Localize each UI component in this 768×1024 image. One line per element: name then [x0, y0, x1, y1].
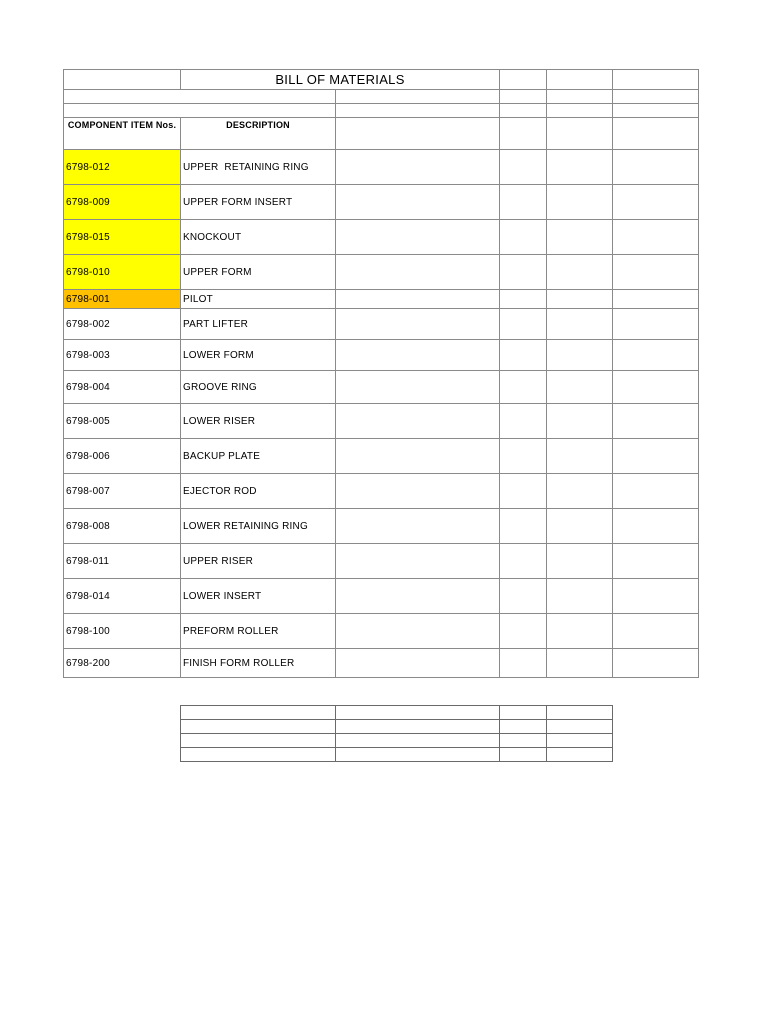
table-row [64, 509, 699, 544]
blank-cell[interactable] [336, 544, 500, 579]
blank-cell[interactable] [547, 104, 613, 118]
blank-cell[interactable] [547, 220, 613, 255]
blank-cell[interactable] [336, 509, 500, 544]
blank-cell[interactable] [500, 290, 547, 309]
description-cell[interactable]: UPPER RETAINING RING [181, 150, 336, 185]
description-cell[interactable]: LOWER RISER [181, 404, 336, 439]
title-row [64, 70, 699, 90]
description-cell[interactable]: KNOCKOUT [181, 220, 336, 255]
component-item-cell[interactable]: 6798-004 [64, 371, 181, 404]
blank-cell[interactable] [613, 474, 699, 509]
blank-cell[interactable] [500, 255, 547, 290]
header-row [64, 118, 699, 150]
component-header: COMPONENT ITEM Nos. [64, 118, 181, 150]
secondary-row [181, 720, 613, 734]
blank-cell[interactable] [547, 371, 613, 404]
blank-cell[interactable] [613, 614, 699, 649]
blank-cell[interactable] [547, 118, 613, 150]
table-row [64, 290, 699, 309]
blank-cell[interactable] [613, 150, 699, 185]
blank-cell[interactable] [336, 255, 500, 290]
table-row [64, 439, 699, 474]
blank-cell[interactable] [500, 220, 547, 255]
table-row [64, 185, 699, 220]
table-row [64, 255, 699, 290]
blank-cell[interactable] [613, 90, 699, 104]
component-item-cell[interactable]: 6798-002 [64, 309, 181, 340]
component-item-cell[interactable]: 6798-001 [64, 290, 181, 309]
blank-cell[interactable] [547, 706, 613, 720]
blank-cell[interactable] [547, 579, 613, 614]
blank-cell[interactable] [547, 185, 613, 220]
blank-cell[interactable] [500, 185, 547, 220]
blank-cell[interactable] [64, 104, 336, 118]
blank-cell[interactable] [181, 720, 336, 734]
table-row [64, 614, 699, 649]
component-item-cell[interactable]: 6798-009 [64, 185, 181, 220]
blank-cell[interactable] [500, 579, 547, 614]
description-cell[interactable]: LOWER INSERT [181, 579, 336, 614]
blank-cell[interactable] [336, 474, 500, 509]
blank-cell[interactable] [181, 734, 336, 748]
secondary-row [181, 734, 613, 748]
table-row [64, 220, 699, 255]
blank-cell[interactable] [500, 371, 547, 404]
blank-cell[interactable] [64, 90, 336, 104]
blank-cell[interactable] [547, 544, 613, 579]
blank-cell[interactable] [336, 748, 500, 762]
blank-cell[interactable] [613, 290, 699, 309]
description-cell[interactable]: EJECTOR ROD [181, 474, 336, 509]
blank-cell[interactable] [500, 309, 547, 340]
blank-cell[interactable] [547, 404, 613, 439]
blank-cell[interactable] [547, 90, 613, 104]
blank-cell[interactable] [336, 290, 500, 309]
table-row [64, 649, 699, 678]
blank-cell[interactable] [336, 309, 500, 340]
blank-cell[interactable] [613, 70, 699, 90]
table-row [64, 404, 699, 439]
blank-cell[interactable] [500, 70, 547, 90]
secondary-row [181, 748, 613, 762]
description-cell[interactable]: GROOVE RING [181, 371, 336, 404]
blank-cell[interactable] [613, 340, 699, 371]
description-cell[interactable]: PART LIFTER [181, 309, 336, 340]
blank-cell[interactable] [613, 371, 699, 404]
table-row [64, 150, 699, 185]
blank-cell[interactable] [500, 544, 547, 579]
blank-cell[interactable] [547, 309, 613, 340]
blank-cell[interactable] [336, 118, 500, 150]
component-item-cell[interactable]: 6798-011 [64, 544, 181, 579]
bom-sheet [63, 69, 698, 678]
blank-cell[interactable] [547, 255, 613, 290]
blank-cell[interactable] [500, 90, 547, 104]
blank-cell[interactable] [500, 118, 547, 150]
description-cell[interactable]: PREFORM ROLLER [181, 614, 336, 649]
blank-cell[interactable] [613, 509, 699, 544]
blank-cell[interactable] [613, 544, 699, 579]
secondary-table [180, 705, 613, 762]
description-cell[interactable]: UPPER FORM INSERT [181, 185, 336, 220]
component-item-cell[interactable]: 6798-010 [64, 255, 181, 290]
secondary-row [181, 706, 613, 720]
description-cell[interactable]: LOWER FORM [181, 340, 336, 371]
description-header: DESCRIPTION [181, 118, 336, 150]
blank-cell[interactable] [500, 340, 547, 371]
description-cell[interactable]: BACKUP PLATE [181, 439, 336, 474]
blank-cell[interactable] [336, 649, 500, 678]
blank-cell[interactable] [613, 255, 699, 290]
blank-cell[interactable] [547, 474, 613, 509]
blank-cell[interactable] [500, 748, 547, 762]
component-item-cell[interactable]: 6798-003 [64, 340, 181, 371]
blank-cell[interactable] [500, 734, 547, 748]
bom-table [63, 69, 699, 678]
blank-cell[interactable] [336, 340, 500, 371]
blank-cell[interactable] [64, 70, 181, 90]
blank-cell[interactable] [547, 748, 613, 762]
blank-cell[interactable] [336, 614, 500, 649]
description-cell[interactable]: UPPER FORM [181, 255, 336, 290]
blank-cell[interactable] [500, 439, 547, 474]
table-row [64, 474, 699, 509]
blank-cell[interactable] [336, 734, 500, 748]
blank-cell[interactable] [613, 404, 699, 439]
component-item-cell[interactable]: 6798-007 [64, 474, 181, 509]
blank-cell[interactable] [613, 649, 699, 678]
blank-cell[interactable] [336, 439, 500, 474]
table-row [64, 340, 699, 371]
blank-cell[interactable] [613, 185, 699, 220]
blank-cell[interactable] [500, 474, 547, 509]
description-cell[interactable]: PILOT [181, 290, 336, 309]
blank-cell[interactable] [500, 150, 547, 185]
blank-cell[interactable] [500, 706, 547, 720]
blank-cell[interactable] [547, 70, 613, 90]
table-row [64, 309, 699, 340]
component-item-cell[interactable]: 6798-005 [64, 404, 181, 439]
secondary-table-wrapper [180, 705, 613, 762]
blank-cell[interactable] [336, 150, 500, 185]
description-cell[interactable]: LOWER RETAINING RING [181, 509, 336, 544]
blank-cell[interactable] [547, 734, 613, 748]
blank-cell[interactable] [613, 309, 699, 340]
table-row [64, 544, 699, 579]
blank-cell[interactable] [500, 104, 547, 118]
blank-cell[interactable] [336, 220, 500, 255]
table-row [64, 579, 699, 614]
blank-cell[interactable] [336, 579, 500, 614]
blank-cell[interactable] [336, 90, 500, 104]
blank-cell[interactable] [613, 118, 699, 150]
blank-cell[interactable] [547, 150, 613, 185]
blank-cell[interactable] [547, 509, 613, 544]
component-item-cell[interactable]: 6798-100 [64, 614, 181, 649]
component-item-cell[interactable]: 6798-006 [64, 439, 181, 474]
blank-cell[interactable] [336, 371, 500, 404]
description-cell[interactable]: FINISH FORM ROLLER [181, 649, 336, 678]
table-row [64, 371, 699, 404]
blank-cell[interactable] [613, 579, 699, 614]
blank-cell[interactable] [181, 706, 336, 720]
blank-cell[interactable] [613, 104, 699, 118]
blank-cell[interactable] [336, 104, 500, 118]
blank-cell[interactable] [500, 720, 547, 734]
blank-cell[interactable] [500, 614, 547, 649]
blank-cell[interactable] [336, 404, 500, 439]
description-cell[interactable]: UPPER RISER [181, 544, 336, 579]
spacer-row [64, 90, 699, 104]
spacer-row [64, 104, 699, 118]
component-item-cell[interactable]: 6798-200 [64, 649, 181, 678]
blank-cell[interactable] [500, 404, 547, 439]
blank-cell[interactable] [547, 340, 613, 371]
blank-cell[interactable] [500, 649, 547, 678]
component-item-cell[interactable]: 6798-012 [64, 150, 181, 185]
blank-cell[interactable] [547, 614, 613, 649]
blank-cell[interactable] [547, 720, 613, 734]
component-item-cell[interactable]: 6798-008 [64, 509, 181, 544]
blank-cell[interactable] [547, 649, 613, 678]
blank-cell[interactable] [613, 439, 699, 474]
blank-cell[interactable] [547, 290, 613, 309]
blank-cell[interactable] [336, 720, 500, 734]
blank-cell[interactable] [336, 185, 500, 220]
document-title: BILL OF MATERIALS [181, 70, 500, 90]
blank-cell[interactable] [547, 439, 613, 474]
component-item-cell[interactable]: 6798-014 [64, 579, 181, 614]
blank-cell[interactable] [613, 220, 699, 255]
blank-cell[interactable] [181, 748, 336, 762]
component-item-cell[interactable]: 6798-015 [64, 220, 181, 255]
blank-cell[interactable] [336, 706, 500, 720]
blank-cell[interactable] [500, 509, 547, 544]
